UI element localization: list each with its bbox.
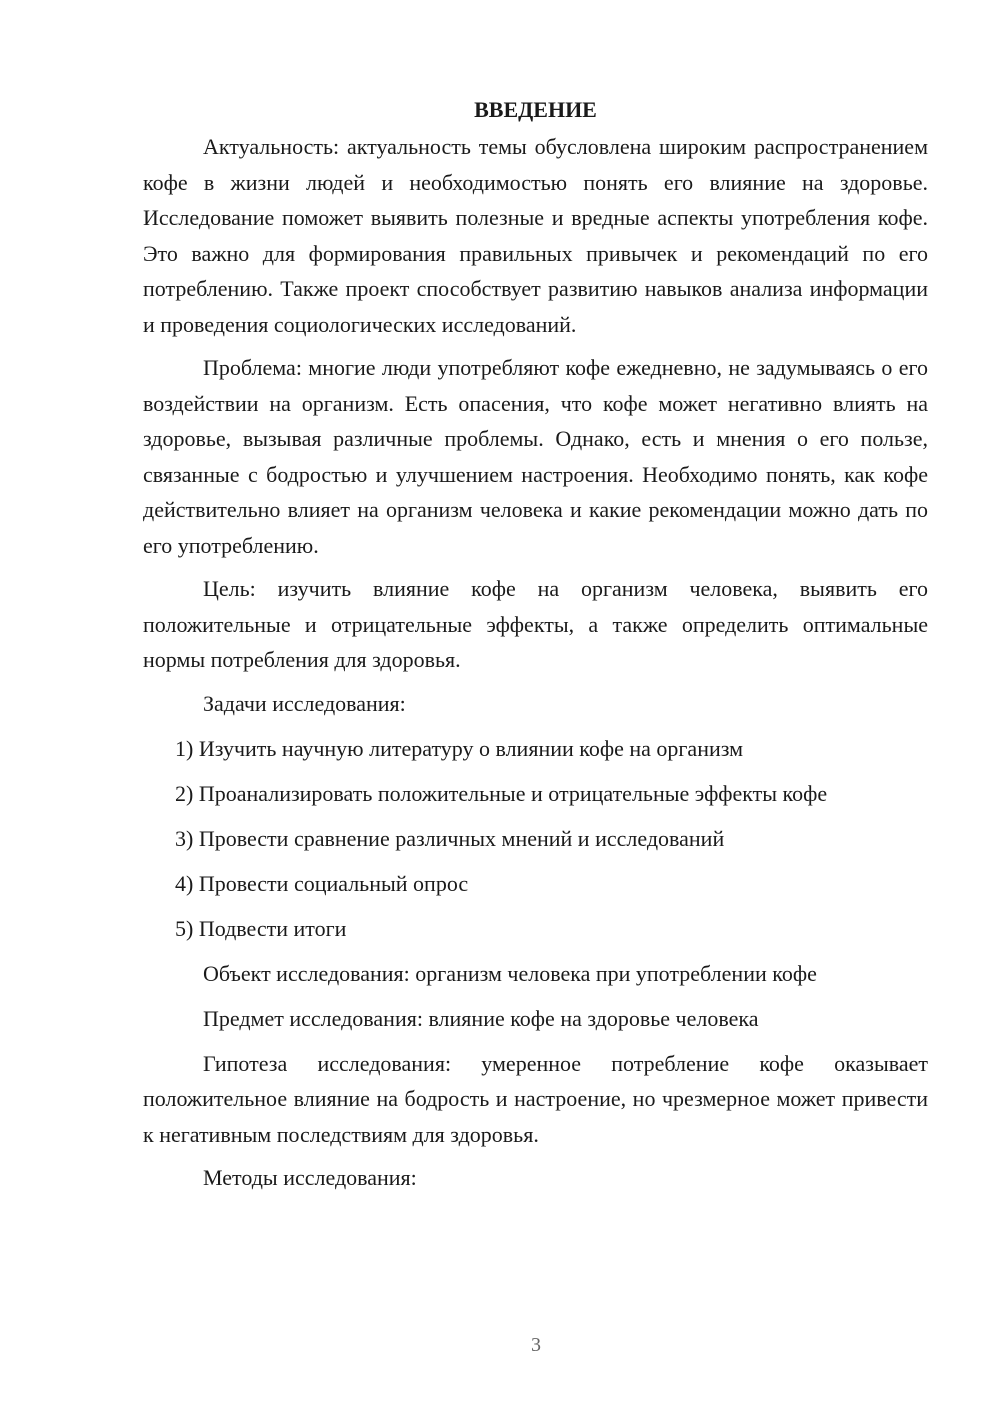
paragraph-methods: Методы исследования: (203, 1165, 417, 1190)
page-number: 3 (531, 1334, 541, 1356)
tasks-list (143, 731, 928, 947)
tasks-title: Задачи исследования: (203, 690, 406, 716)
paragraph-relevance: Актуальность: актуальность темы обусловлена широким распространением кофе в жизни людей и необходимостью понять его влияние на здоровье. Исследование поможет выявить полезные и вредные аспекты употребления кофе. Это важно для формирования правильных привычек и рекомендаций по его потреблению. Также проект способствует развитию навыков анализа информации и проведения социологических исследований. (143, 134, 928, 337)
list-item: 3) Провести сравнение различных мнений и исследований (175, 825, 725, 851)
paragraph-subject: Предмет исследования: влияние кофе на здоровье человека (203, 1005, 759, 1031)
paragraph-object: Объект исследования: организм человека при употреблении кофе (203, 960, 817, 986)
paragraph-hypothesis: Гипотеза исследования: умеренное потребление кофе оказывает положительное влияние на бодрость и настроение, но чрезмерное может привести к негативным последствиям для здоровья. (143, 1050, 928, 1147)
list-item: 4) Провести социальный опрос (175, 870, 469, 896)
list-item: 2) Проанализировать положительные и отрицательные эффекты кофе (175, 780, 828, 806)
paragraph-problem: Проблема: многие люди употребляют кофе ежедневно, не задумываясь о его воздействии на организм. Есть опасения, что кофе может негативно влиять на здоровье, вызывая различные проблемы. Однако, есть и мнения о его пользе, связанные с бодростью и улучшением настроения. Необходимо понять, как кофе действительно влияет на организм человека и какие рекомендации можно дать по его употреблению. (143, 355, 928, 558)
list-item: 1) Изучить научную литературу о влиянии кофе на организм (175, 735, 744, 761)
page-title: ВВЕДЕНИЕ (474, 97, 597, 122)
page-content (143, 92, 928, 1205)
list-item: 5) Подвести итоги (175, 915, 347, 941)
paragraph-goal: Цель: изучить влияние кофе на организм человека, выявить его положительные и отрицательные эффекты, а также определить оптимальные нормы потребления для здоровья. (143, 576, 928, 672)
